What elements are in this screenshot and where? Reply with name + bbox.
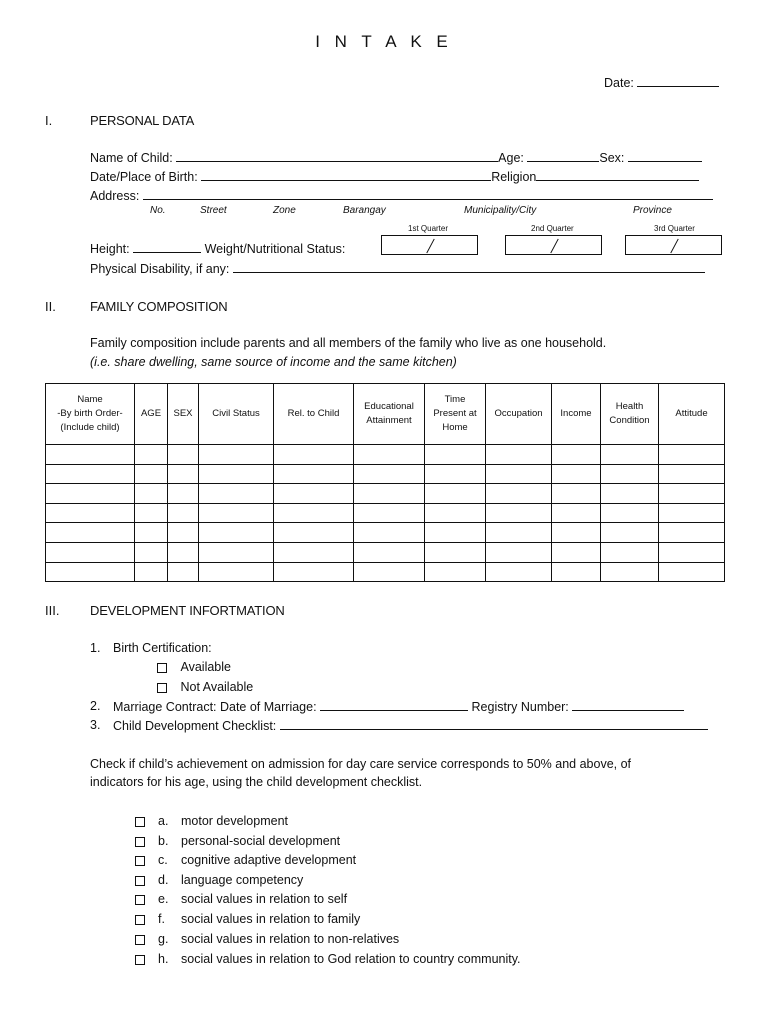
section-2-number: II. bbox=[45, 299, 56, 314]
checklist-item[interactable] bbox=[135, 892, 348, 906]
checklist-text: cognitive adaptive development bbox=[181, 853, 357, 867]
checklist-text: social values in relation to non-relatives bbox=[181, 932, 400, 946]
slash-divider bbox=[550, 239, 558, 254]
item-2-number: 2. bbox=[90, 699, 101, 713]
table-cell[interactable] bbox=[659, 445, 725, 465]
checklist-item[interactable] bbox=[135, 834, 341, 848]
checkbox[interactable] bbox=[157, 683, 167, 693]
address-part-municipality: Municipality/City bbox=[464, 205, 537, 216]
not-available-label: Not Available bbox=[180, 680, 254, 694]
table-cell[interactable] bbox=[601, 445, 659, 465]
slash-divider bbox=[670, 239, 678, 254]
address-row bbox=[90, 188, 713, 203]
table-row bbox=[46, 464, 725, 484]
address-part-no: No. bbox=[150, 205, 166, 216]
table-cell[interactable] bbox=[486, 523, 552, 543]
table-cell[interactable] bbox=[274, 503, 354, 523]
sex-label: Sex: bbox=[599, 151, 625, 165]
weight-label: Weight/Nutritional Status: bbox=[204, 242, 346, 256]
col-header-age: AGE bbox=[135, 384, 168, 445]
table-cell[interactable] bbox=[601, 484, 659, 504]
col-header-occupation: Occupation bbox=[486, 384, 552, 445]
table-cell[interactable] bbox=[354, 523, 425, 543]
table-cell[interactable] bbox=[274, 562, 354, 582]
col-header-education: Educational Attainment bbox=[354, 384, 425, 445]
table-cell[interactable] bbox=[552, 484, 601, 504]
table-cell[interactable] bbox=[135, 464, 168, 484]
checklist-letter: a. bbox=[158, 814, 169, 828]
quarter-2-label: 2nd Quarter bbox=[531, 224, 574, 233]
name-label: Name of Child: bbox=[90, 151, 173, 165]
table-cell[interactable] bbox=[552, 523, 601, 543]
table-cell[interactable] bbox=[486, 562, 552, 582]
col-header-civil-status: Civil Status bbox=[199, 384, 274, 445]
slash-divider bbox=[426, 239, 434, 254]
col-header-name: Name -By birth Order- (Include child) bbox=[46, 384, 135, 445]
table-cell[interactable] bbox=[425, 562, 486, 582]
checklist-letter: g. bbox=[158, 932, 169, 946]
checklist-letter: f. bbox=[158, 912, 165, 926]
item-3-number: 3. bbox=[90, 718, 101, 732]
table-row bbox=[46, 445, 725, 465]
table-cell[interactable] bbox=[46, 445, 135, 465]
checklist-letter: c. bbox=[158, 853, 168, 867]
table-cell[interactable] bbox=[46, 464, 135, 484]
available-option[interactable] bbox=[157, 660, 231, 674]
dob-label: Date/Place of Birth: bbox=[90, 170, 198, 184]
address-part-barangay: Barangay bbox=[343, 205, 386, 216]
age-label: Age: bbox=[498, 151, 524, 165]
section-1-title: PERSONAL DATA bbox=[90, 113, 195, 128]
table-cell[interactable] bbox=[601, 503, 659, 523]
checkbox[interactable] bbox=[135, 915, 145, 925]
col-header-sex: SEX bbox=[168, 384, 199, 445]
table-cell[interactable] bbox=[659, 523, 725, 543]
table-cell[interactable] bbox=[274, 445, 354, 465]
address-part-street: Street bbox=[200, 205, 227, 216]
table-cell[interactable] bbox=[425, 523, 486, 543]
checklist-item[interactable] bbox=[135, 952, 521, 966]
family-table-header-row bbox=[46, 384, 725, 445]
checkbox[interactable] bbox=[135, 935, 145, 945]
page-title: I N T A K E bbox=[315, 32, 453, 51]
check-instructions-line-2: indicators for his age, using the child development checklist. bbox=[90, 775, 423, 789]
table-cell[interactable] bbox=[354, 484, 425, 504]
date-field-row bbox=[604, 75, 719, 90]
table-cell[interactable] bbox=[168, 445, 199, 465]
table-cell[interactable] bbox=[601, 562, 659, 582]
address-part-province: Province bbox=[633, 205, 672, 216]
table-cell[interactable] bbox=[199, 484, 274, 504]
checklist-text: social values in relation to family bbox=[181, 912, 361, 926]
table-cell[interactable] bbox=[425, 503, 486, 523]
family-table bbox=[45, 383, 725, 582]
registry-label: Registry Number: bbox=[471, 700, 569, 714]
table-cell[interactable] bbox=[354, 503, 425, 523]
address-part-zone: Zone bbox=[273, 205, 296, 216]
checklist-item[interactable] bbox=[135, 912, 361, 926]
table-cell[interactable] bbox=[659, 562, 725, 582]
table-cell[interactable] bbox=[199, 503, 274, 523]
disability-row bbox=[90, 261, 705, 276]
table-cell[interactable] bbox=[135, 542, 168, 562]
table-cell[interactable] bbox=[354, 542, 425, 562]
name-row bbox=[90, 150, 702, 165]
table-cell[interactable] bbox=[486, 542, 552, 562]
table-cell[interactable] bbox=[199, 464, 274, 484]
table-row bbox=[46, 484, 725, 504]
section-1-number: I. bbox=[45, 113, 53, 128]
disability-label: Physical Disability, if any: bbox=[90, 262, 230, 276]
table-cell[interactable] bbox=[274, 523, 354, 543]
table-cell[interactable] bbox=[601, 542, 659, 562]
table-cell[interactable] bbox=[168, 484, 199, 504]
checklist-text: social values in relation to self bbox=[181, 892, 348, 906]
quarter-1-label: 1st Quarter bbox=[408, 224, 449, 233]
table-cell[interactable] bbox=[46, 562, 135, 582]
col-header-health: Health Condition bbox=[601, 384, 659, 445]
col-header-time-present: Time Present at Home bbox=[425, 384, 486, 445]
checklist-letter: h. bbox=[158, 952, 169, 966]
date-input[interactable] bbox=[637, 75, 719, 87]
address-input[interactable] bbox=[143, 188, 713, 200]
name-input[interactable] bbox=[176, 150, 498, 162]
quarter-1-box[interactable] bbox=[381, 235, 478, 255]
table-cell[interactable] bbox=[552, 542, 601, 562]
table-cell[interactable] bbox=[135, 562, 168, 582]
date-label: Date: bbox=[604, 76, 634, 90]
table-cell[interactable] bbox=[168, 503, 199, 523]
table-cell[interactable] bbox=[425, 484, 486, 504]
table-cell[interactable] bbox=[425, 542, 486, 562]
table-cell[interactable] bbox=[659, 484, 725, 504]
table-cell[interactable] bbox=[601, 464, 659, 484]
table-cell[interactable] bbox=[168, 523, 199, 543]
checklist-item[interactable] bbox=[135, 932, 400, 946]
table-cell[interactable] bbox=[46, 523, 135, 543]
checklist-text: social values in relation to God relation to country community. bbox=[181, 952, 521, 966]
table-cell[interactable] bbox=[46, 503, 135, 523]
table-cell[interactable] bbox=[199, 445, 274, 465]
religion-input[interactable] bbox=[536, 169, 699, 181]
checklist-text: personal-social development bbox=[181, 834, 341, 848]
registry-input[interactable] bbox=[572, 699, 684, 711]
table-cell[interactable] bbox=[659, 464, 725, 484]
table-cell[interactable] bbox=[354, 562, 425, 582]
checkbox[interactable] bbox=[135, 837, 145, 847]
table-cell[interactable] bbox=[425, 464, 486, 484]
address-label: Address: bbox=[90, 189, 140, 203]
table-cell[interactable] bbox=[659, 542, 725, 562]
checklist-letter: e. bbox=[158, 892, 169, 906]
table-cell[interactable] bbox=[199, 562, 274, 582]
item-1-number: 1. bbox=[90, 641, 101, 655]
table-cell[interactable] bbox=[486, 445, 552, 465]
table-cell[interactable] bbox=[486, 484, 552, 504]
table-cell[interactable] bbox=[46, 542, 135, 562]
table-cell[interactable] bbox=[274, 484, 354, 504]
height-input[interactable] bbox=[133, 241, 201, 253]
table-row bbox=[46, 542, 725, 562]
checklist-label: Child Development Checklist: bbox=[113, 719, 277, 733]
table-cell[interactable] bbox=[274, 464, 354, 484]
table-row bbox=[46, 523, 725, 543]
table-cell[interactable] bbox=[425, 445, 486, 465]
table-row bbox=[46, 562, 725, 582]
height-label: Height: bbox=[90, 242, 130, 256]
checkbox[interactable] bbox=[135, 817, 145, 827]
item-2-row bbox=[113, 699, 684, 714]
checklist-text: motor development bbox=[181, 814, 289, 828]
table-cell[interactable] bbox=[552, 562, 601, 582]
table-cell[interactable] bbox=[135, 503, 168, 523]
disability-input[interactable] bbox=[233, 261, 705, 273]
marriage-label: Marriage Contract: Date of Marriage: bbox=[113, 700, 317, 714]
checklist-input[interactable] bbox=[280, 718, 708, 730]
height-row bbox=[90, 241, 345, 256]
table-cell[interactable] bbox=[354, 445, 425, 465]
table-cell[interactable] bbox=[552, 503, 601, 523]
col-header-income: Income bbox=[552, 384, 601, 445]
table-cell[interactable] bbox=[168, 464, 199, 484]
table-cell[interactable] bbox=[135, 523, 168, 543]
checklist-letter: b. bbox=[158, 834, 169, 848]
section-3-number: III. bbox=[45, 603, 60, 618]
family-desc-italic: (i.e. share dwelling, same source of income and the same kitchen) bbox=[90, 355, 457, 369]
table-cell[interactable] bbox=[168, 542, 199, 562]
table-cell[interactable] bbox=[199, 523, 274, 543]
table-cell[interactable] bbox=[552, 464, 601, 484]
checkbox[interactable] bbox=[135, 955, 145, 965]
sex-input[interactable] bbox=[628, 150, 702, 162]
table-cell[interactable] bbox=[274, 542, 354, 562]
table-row bbox=[46, 503, 725, 523]
age-input[interactable] bbox=[527, 150, 599, 162]
table-cell[interactable] bbox=[659, 503, 725, 523]
quarter-3-label: 3rd Quarter bbox=[654, 224, 695, 233]
quarter-2-box[interactable] bbox=[505, 235, 602, 255]
dob-input[interactable] bbox=[201, 169, 491, 181]
section-2-title: FAMILY COMPOSITION bbox=[90, 299, 228, 314]
checklist-text: language competency bbox=[181, 873, 304, 887]
table-cell[interactable] bbox=[552, 445, 601, 465]
table-cell[interactable] bbox=[46, 484, 135, 504]
religion-label: Religion bbox=[491, 170, 537, 184]
table-cell[interactable] bbox=[168, 562, 199, 582]
not-available-option[interactable] bbox=[157, 680, 253, 694]
checklist-item[interactable] bbox=[135, 814, 289, 828]
table-cell[interactable] bbox=[354, 464, 425, 484]
checkbox[interactable] bbox=[135, 856, 145, 866]
table-cell[interactable] bbox=[135, 445, 168, 465]
checkbox[interactable] bbox=[135, 876, 145, 886]
available-label: Available bbox=[180, 660, 231, 674]
item-1-label: Birth Certification: bbox=[113, 641, 212, 655]
section-3-title: DEVELOPMENT INFORTMATION bbox=[90, 603, 285, 618]
table-cell[interactable] bbox=[486, 503, 552, 523]
birth-row bbox=[90, 169, 699, 184]
check-instructions-line-1: Check if child’s achievement on admission for day care service corresponds to 50% and above, of bbox=[90, 757, 632, 771]
item-3-row bbox=[113, 718, 708, 733]
col-header-attitude: Attitude bbox=[659, 384, 725, 445]
marriage-date-input[interactable] bbox=[320, 699, 468, 711]
quarter-3-box[interactable] bbox=[625, 235, 722, 255]
table-cell[interactable] bbox=[601, 523, 659, 543]
checklist-letter: d. bbox=[158, 873, 169, 887]
checkbox[interactable] bbox=[157, 663, 167, 673]
checklist-item[interactable] bbox=[135, 853, 357, 867]
checkbox[interactable] bbox=[135, 895, 145, 905]
table-cell[interactable] bbox=[486, 464, 552, 484]
family-desc: Family composition include parents and all members of the family who live as one household. bbox=[90, 336, 607, 350]
checklist-item[interactable] bbox=[135, 873, 304, 887]
table-cell[interactable] bbox=[199, 542, 274, 562]
table-cell[interactable] bbox=[135, 484, 168, 504]
col-header-rel-to-child: Rel. to Child bbox=[274, 384, 354, 445]
